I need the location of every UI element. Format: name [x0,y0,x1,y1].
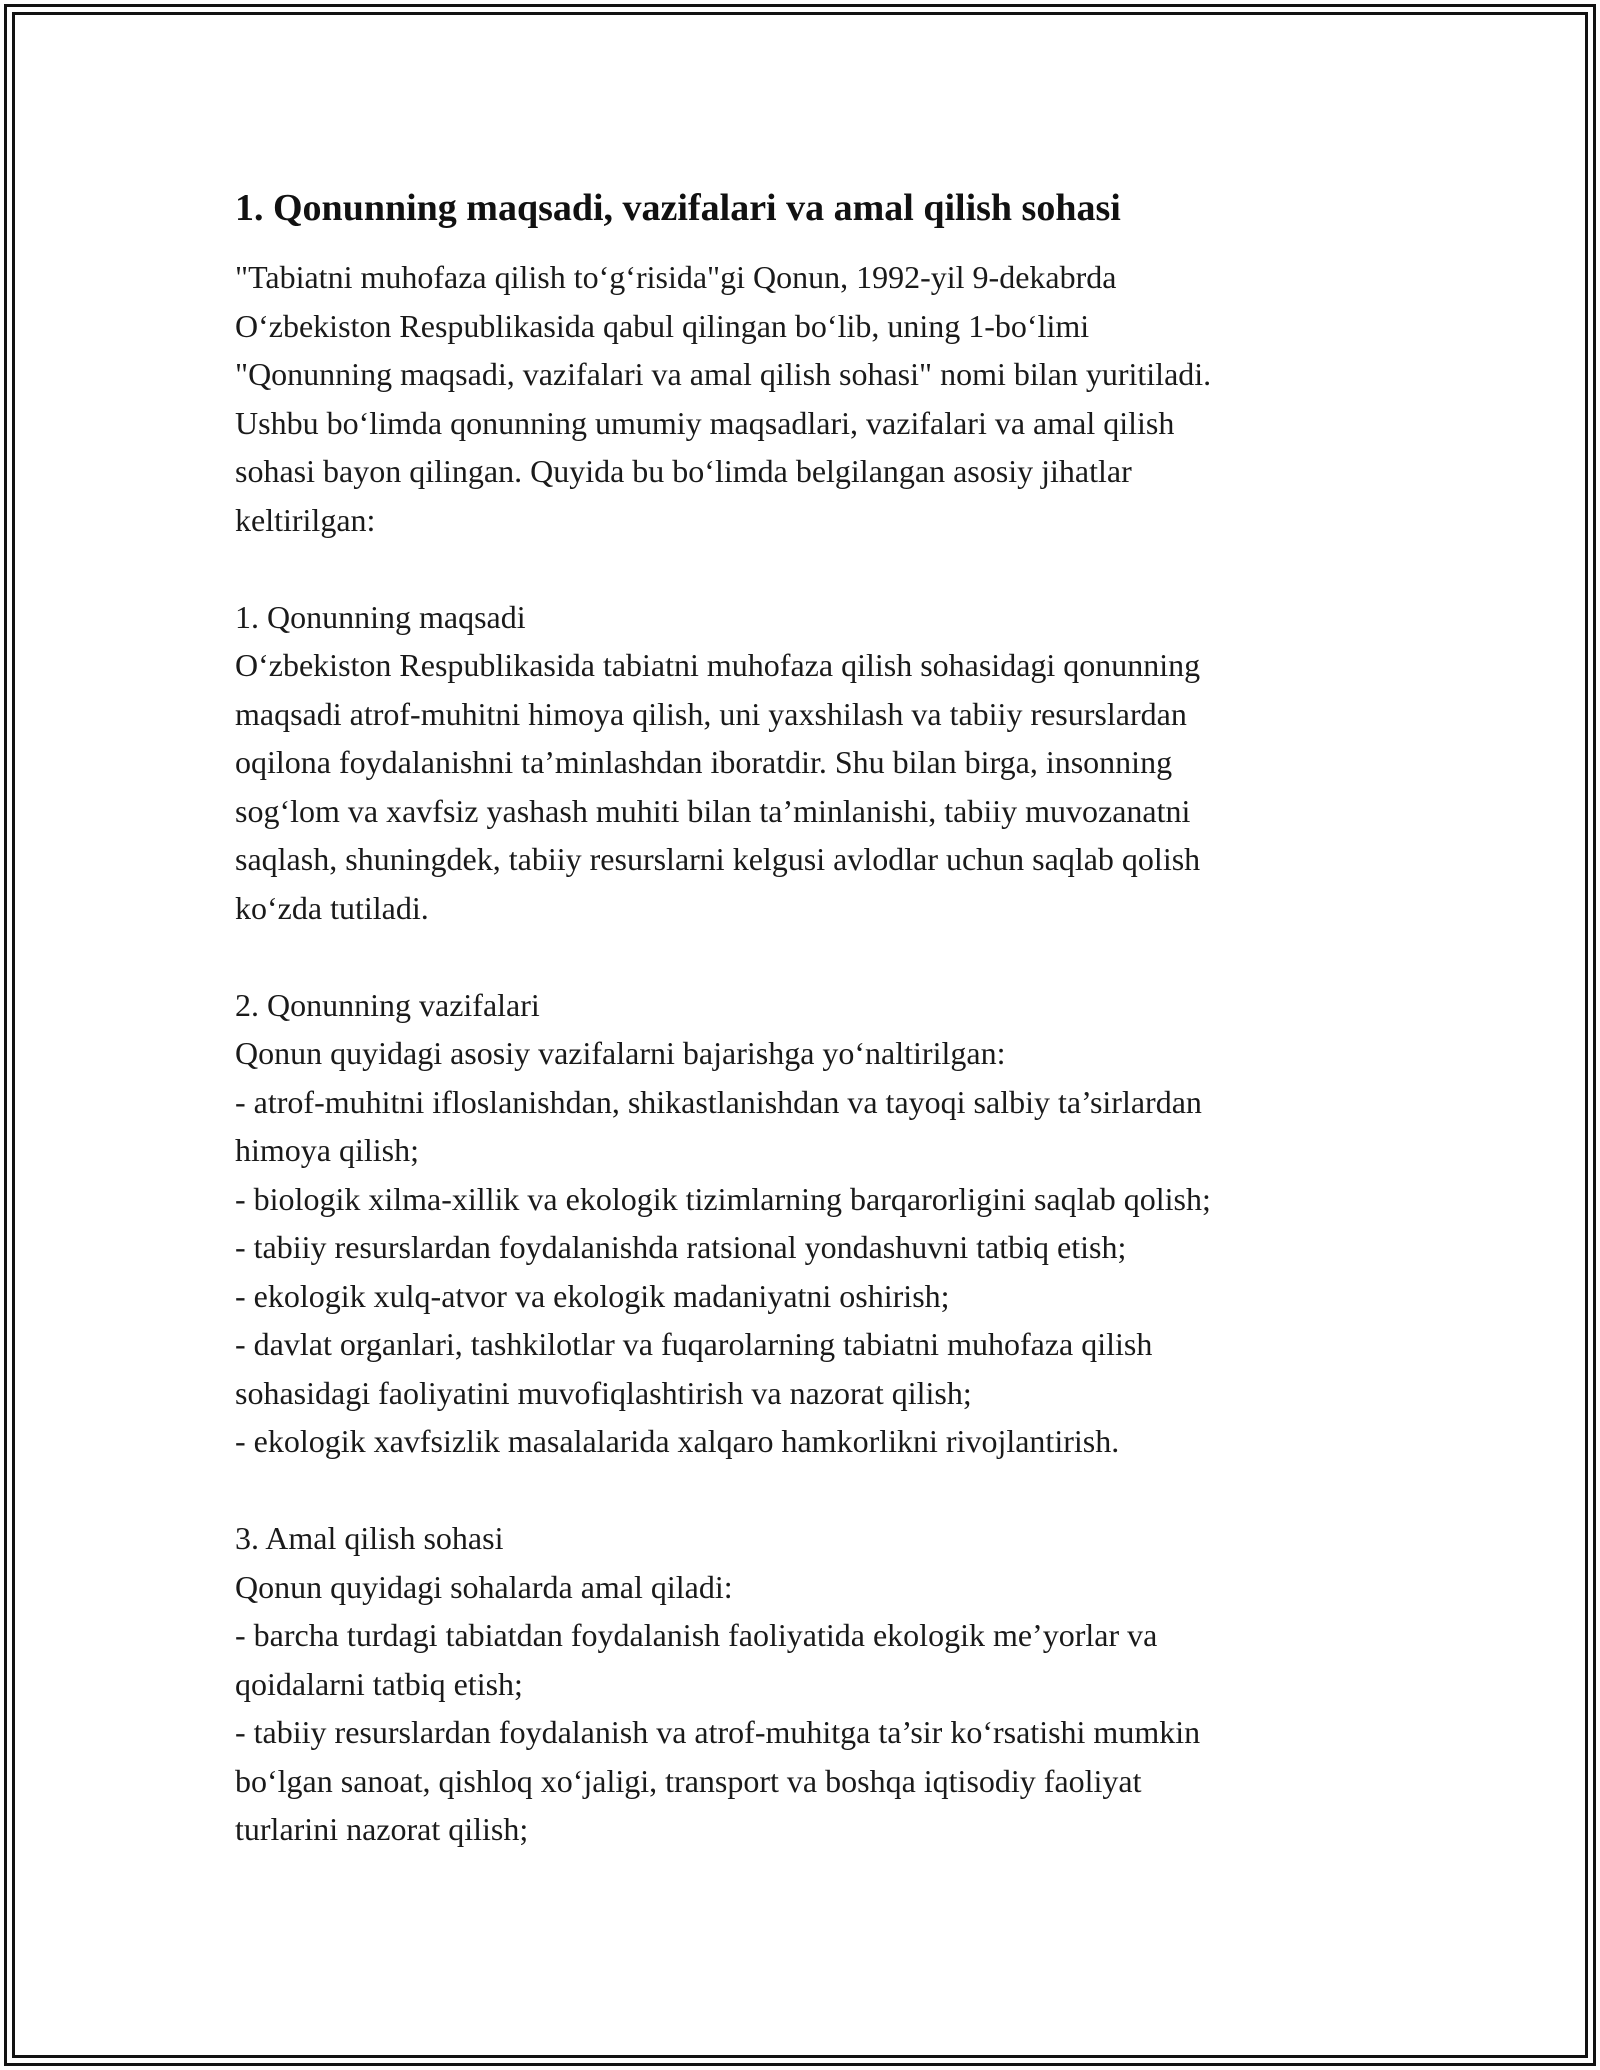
intro-line: O‘zbekiston Respublikasida qabul qilingan bo‘lib, uning 1-bo‘limi [235,307,1090,344]
list-item: - ekologik xulq-atvor va ekologik madaniyatni oshirish; [235,1277,950,1314]
list-item: bo‘lgan sanoat, qishloq xo‘jaligi, transport va boshqa iqtisodiy faoliyat [235,1762,1142,1799]
intro-paragraph [235,253,1415,544]
paragraph-gap [235,544,1415,593]
section-line: Qonun quyidagi sohalarda amal qiladi: [235,1568,733,1605]
section-line: sog‘lom va xavfsiz yashash muhiti bilan ta’minlanishi, tabiiy muvozanatni [235,792,1191,829]
page-title: 1. Qonunning maqsadi, vazifalari va amal qilish sohasi [235,187,1121,229]
intro-line: "Tabiatni muhofaza qilish to‘g‘risida"gi Qonun, 1992-yil 9-dekabrda [235,259,1117,295]
list-item: - davlat organlari, tashkilotlar va fuqarolarning tabiatni muhofaza qilish [235,1326,1153,1362]
list-item: qoidalarni tatbiq etish; [235,1665,523,1702]
section-heading: 3. Amal qilish sohasi [235,1520,504,1556]
section-line: O‘zbekiston Respublikasida tabiatni muhofaza qilish sohasidagi qonunning [235,647,1201,683]
list-item: turlarini nazorat qilish; [235,1811,529,1847]
list-item: - ekologik xavfsizlik masalalarida xalqaro hamkorlikni rivojlantirish. [235,1423,1120,1459]
paragraph-gap [235,1466,1415,1515]
intro-line: sohasi bayon qilingan. Quyida bu bo‘limda belgilangan asosiy jihatlar [235,453,1132,489]
section-amal-qilish-sohasi [235,1514,1415,1854]
section-line: ko‘zda tutiladi. [235,889,429,926]
list-item: himoya qilish; [235,1132,419,1168]
intro-line: keltirilgan: [235,501,376,538]
list-item: - tabiiy resurslardan foydalanishda ratsional yondashuvni tatbiq etish; [235,1229,1127,1265]
list-item: - barcha turdagi tabiatdan foydalanish faoliyatida ekologik me’yorlar va [235,1617,1158,1653]
section-line: saqlash, shuningdek, tabiiy resurslarni kelgusi avlodlar uchun saqlab qolish [235,841,1201,877]
document-body [235,185,1415,1854]
section-heading: 2. Qonunning vazifalari [235,986,540,1023]
list-item: - biologik xilma-xillik va ekologik tizimlarning barqarorligini saqlab qolish; [235,1180,1211,1217]
section-vazifalari [235,981,1415,1466]
paragraph-gap [235,932,1415,981]
section-maqsadi [235,593,1415,933]
intro-line: Ushbu bo‘limda qonunning umumiy maqsadlari, vazifalari va amal qilish [235,404,1175,441]
section-line: Qonun quyidagi asosiy vazifalarni bajarishga yo‘naltirilgan: [235,1035,1006,1071]
section-line: maqsadi atrof-muhitni himoya qilish, uni yaxshilash va tabiiy resurslardan [235,695,1187,732]
list-item: - tabiiy resurslardan foydalanish va atrof-muhitga ta’sir ko‘rsatishi mumkin [235,1714,1201,1750]
section-line: oqilona foydalanishni ta’minlashdan iboratdir. Shu bilan birga, insonning [235,744,1173,780]
list-item: - atrof-muhitni ifloslanishdan, shikastlanishdan va tayoqi salbiy ta’sirlardan [235,1083,1202,1120]
list-item: sohasidagi faoliyatini muvofiqlashtirish va nazorat qilish; [235,1374,972,1411]
intro-line: "Qonunning maqsadi, vazifalari va amal qilish sohasi" nomi bilan yuritiladi. [235,356,1212,392]
section-heading: 1. Qonunning maqsadi [235,598,526,635]
